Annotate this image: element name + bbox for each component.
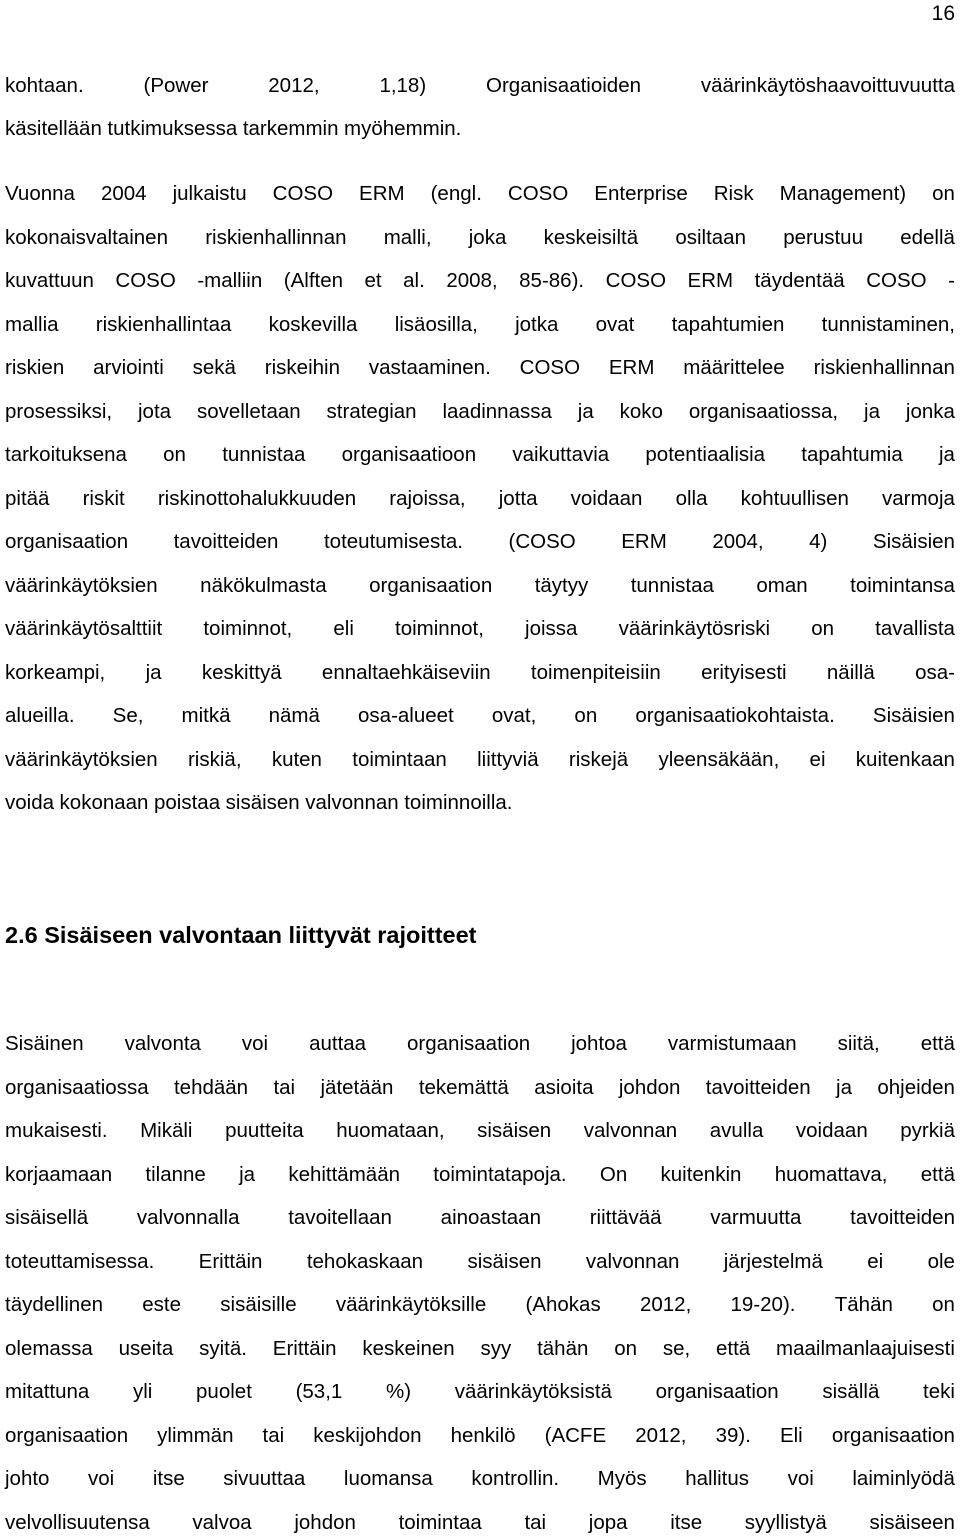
- text-line: kuvattuun COSO -malliin (Alften et al. 2008, 85-86). COSO ERM täydentää COSO -: [5, 269, 955, 292]
- text-line: Vuonna 2004 julkaistu COSO ERM (engl. COSO Enterprise Risk Management) on: [5, 182, 955, 205]
- text-line: sisäisellä valvonnalla tavoitellaan ainoastaan riittävää varmuutta tavoitteiden: [5, 1206, 955, 1229]
- text-line: väärinkäytöksien näkökulmasta organisaation täytyy tunnistaa oman toimintansa: [5, 574, 955, 597]
- text-line: prosessiksi, jota sovelletaan strategian laadinnassa ja koko organisaatiossa, ja jonka: [5, 400, 955, 423]
- text-line: mallia riskienhallintaa koskevilla lisäosilla, jotka ovat tapahtumien tunnistaminen,: [5, 313, 955, 336]
- text-line: täydellinen este sisäisille väärinkäytöksille (Ahokas 2012, 19-20). Tähän on: [5, 1293, 955, 1316]
- text-line: toteuttamisessa. Erittäin tehokaskaan sisäisen valvonnan järjestelmä ei ole: [5, 1250, 955, 1273]
- text-line: organisaatiossa tehdään tai jätetään tekemättä asioita johdon tavoitteiden ja ohjeiden: [5, 1076, 955, 1099]
- text-line: organisaation ylimmän tai keskijohdon henkilö (ACFE 2012, 39). Eli organisaation: [5, 1424, 955, 1447]
- text-line: olemassa useita syitä. Erittäin keskeinen syy tähän on se, että maailmanlaajuisesti: [5, 1337, 955, 1360]
- text-line: mitattuna yli puolet (53,1 %) väärinkäytöksistä organisaation sisällä teki: [5, 1380, 955, 1403]
- text-line: kokonaisvaltainen riskienhallinnan malli, joka keskeisiltä osiltaan perustuu edellä: [5, 226, 955, 249]
- text-line: alueilla. Se, mitkä nämä osa-alueet ovat, on organisaatiokohtaista. Sisäisien: [5, 704, 955, 727]
- page-number: 16: [931, 2, 955, 25]
- text-line: Sisäinen valvonta voi auttaa organisaation johtoa varmistumaan siitä, että: [5, 1032, 955, 1055]
- text-line: kohtaan. (Power 2012, 1,18) Organisaatioiden väärinkäytöshaavoittuvuutta: [5, 74, 955, 97]
- text-line: käsitellään tutkimuksessa tarkemmin myöhemmin.: [5, 117, 462, 140]
- text-line: väärinkäytöksien riskiä, kuten toimintaan liittyviä riskejä yleensäkään, ei kuitenkaan: [5, 748, 955, 771]
- section-heading: 2.6 Sisäiseen valvontaan liittyvät rajoitteet: [5, 922, 477, 948]
- text-line: mukaisesti. Mikäli puutteita huomataan, sisäisen valvonnan avulla voidaan pyrkiä: [5, 1119, 955, 1142]
- text-line: riskien arviointi sekä riskeihin vastaaminen. COSO ERM määrittelee riskienhallinnan: [5, 356, 955, 379]
- text-line: organisaation tavoitteiden toteutumisesta. (COSO ERM 2004, 4) Sisäisien: [5, 530, 955, 553]
- text-line: korkeampi, ja keskittyä ennaltaehkäiseviin toimenpiteisiin erityisesti näillä osa-: [5, 661, 955, 684]
- text-line: voida kokonaan poistaa sisäisen valvonnan toiminnoilla.: [5, 791, 513, 814]
- text-line: pitää riskit riskinottohalukkuuden rajoissa, jotta voidaan olla kohtuullisen varmoja: [5, 487, 955, 510]
- text-line: tarkoituksena on tunnistaa organisaatioon vaikuttavia potentiaalisia tapahtumia ja: [5, 443, 955, 466]
- text-line: korjaamaan tilanne ja kehittämään toimintatapoja. On kuitenkin huomattava, että: [5, 1163, 955, 1186]
- text-line: velvollisuutensa valvoa johdon toimintaa tai jopa itse syyllistyä sisäiseen: [5, 1511, 955, 1534]
- text-line: johto voi itse sivuuttaa luomansa kontrollin. Myös hallitus voi laiminlyödä: [5, 1467, 955, 1490]
- text-line: väärinkäytösalttiit toiminnot, eli toiminnot, joissa väärinkäytösriski on tavallista: [5, 617, 955, 640]
